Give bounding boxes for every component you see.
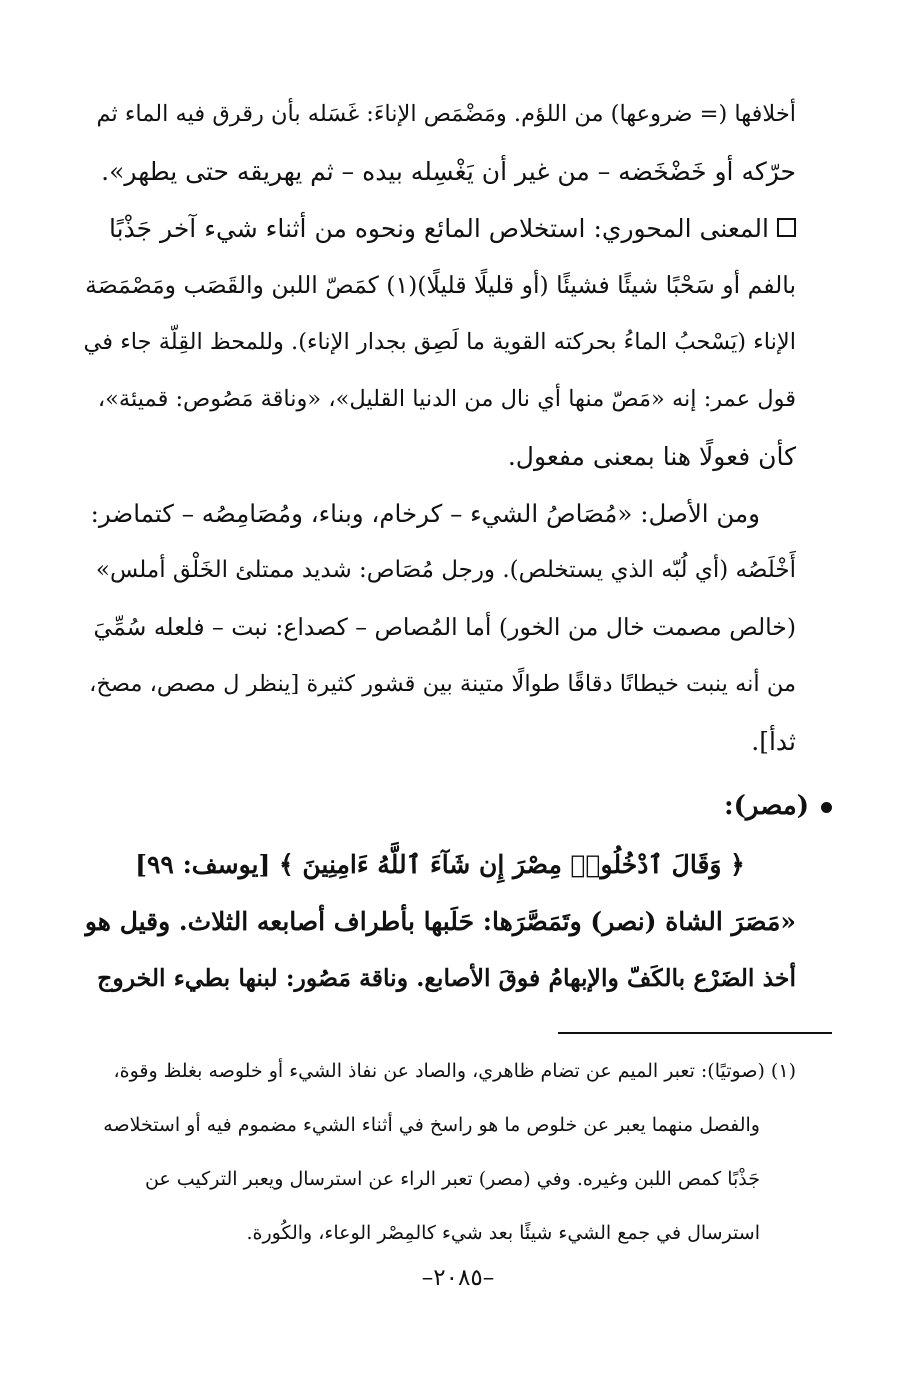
text-line: أخلافها (= ضروعها) من اللؤم. ومَضْمَص الإناءَ: غَسَله بأن رقرق فيه الماء ثم xyxy=(96,101,796,127)
footnote xyxy=(84,1044,796,1260)
text-line: حرّكه أو خَضْخَضه – من غير أن يَغْسِله بيده – ثم يهريقه حتى يطهر». xyxy=(101,157,796,186)
round-bullet-icon xyxy=(821,802,832,813)
core-meaning-paragraph xyxy=(84,200,796,485)
text-line: بالفم أو سَحْبًا شيئًا فشيئًا (أو قليلًا قليلًا)(١) كمَصّ اللبن والقَصَب ومَصْمَصَة xyxy=(85,271,796,299)
footnote-separator xyxy=(558,1032,832,1034)
footnote-line: والفصل منهما يعبر عن خلوص ما هو راسخ في أثناء الشيء مضموم فيه أو استخلاصه xyxy=(103,1114,760,1136)
text-line: «مَصَرَ الشاة (نصر) وتَمَصَّرَها: حَلَبها بأطراف أصابعه الثلاث. وقيل هو xyxy=(84,907,796,936)
origin-paragraph xyxy=(84,485,796,770)
square-bullet-icon xyxy=(777,218,796,237)
footnote-line: (١) (صوتيًا): تعبر الميم عن تضام ظاهري، والصاد عن نفاذ الشيء أو خلوصه بغلظ وقوة، xyxy=(113,1060,796,1082)
text-line: كأن فعولًا هنا بمعنى مفعول. xyxy=(507,442,796,471)
definition-paragraph xyxy=(84,893,796,1007)
top-paragraph xyxy=(84,86,796,200)
footnote-line: جَذْبًا كمص اللبن وغيره. وفي (مصر) تعبر الراء عن استرسال ويعبر التركيب عن xyxy=(144,1168,760,1190)
page-number: –٢٠٨٥– xyxy=(421,1265,495,1291)
text-line-with-marker xyxy=(84,200,796,257)
text-line: أَخْلَصُه (أي لُبّه الذي يستخلص). ورجل مُصَاص: شديد ممتلئ الخَلْق أملس» xyxy=(95,557,796,583)
entry-heading xyxy=(724,778,832,835)
text-line: الإناء (يَسْحبُ الماءُ بحركته القوية ما لَصِق بجدار الإناء). وللمحظ القِلّة جاء في xyxy=(84,329,796,355)
text-line: ثدأ]. xyxy=(751,727,796,756)
text-line: (خالص مصمت خال من الخور) أما المُصاص – كصداع: نبت – فلعله سُمِّيَ xyxy=(93,613,796,641)
quran-verse: ﴿ وَقَالَ ٱدْخُلُوا۟ مِصْرَ إِن شَآءَ ٱللَّهُ ءَامِنِينَ ﴾ [يوسف: ٩٩] xyxy=(135,850,745,879)
text-line: أخذ الضَرْع بالكَفّ والإبهامُ فوقَ الأصابع. وناقة مَصُور: لبنها بطيء الخروج xyxy=(97,964,796,992)
text-line: ومن الأصل: «مُصَاصُ الشيء – كرخام، وبناء، ومُصَامِصُه – كتماضر: xyxy=(90,499,760,528)
text-line: من أنه ينبت خيطانًا دقاقًا طوالًا متينة بين قشور كثيرة [ينظر ل مصص، مصخ، xyxy=(89,671,796,697)
text-line: المعنى المحوري: استخلاص المائع ونحوه من أثناء شيء آخر جَذْبًا xyxy=(108,214,769,243)
text-line: قول عمر: إنه «مَصّ منها أي نال من الدنيا القليل»، «وناقة مَصُوص: قميئة»، xyxy=(97,386,796,412)
entry-heading-text: (مصر): xyxy=(723,791,809,821)
footnote-line: استرسال في جمع الشيء شيئًا بعد شيء كالمِصْر الوعاء، والكُورة. xyxy=(246,1222,760,1244)
